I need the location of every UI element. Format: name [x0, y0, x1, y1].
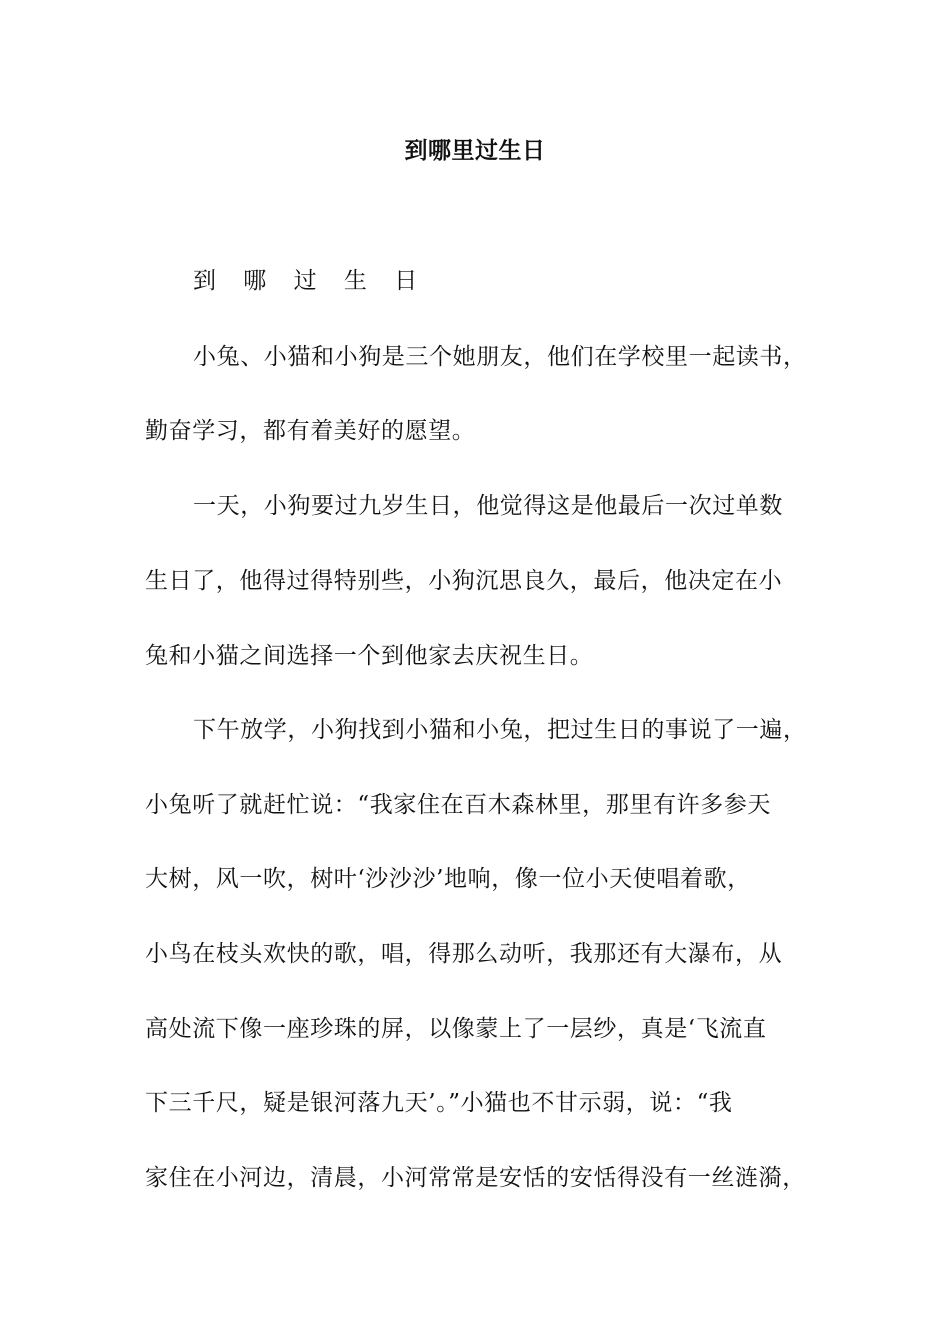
paragraph-line: 高处流下像一座珍珠的屏，以像蒙上了一层纱，真是‘飞流直 — [145, 1016, 767, 1042]
paragraph-line: 小鸟在枝头欢快的歌，唱，得那么动听，我那还有大瀑布，从 — [145, 941, 783, 967]
paragraph-line: 生日了，他得过得特别些，小狗沉思良久，最后，他决定在小 — [145, 568, 783, 594]
paragraph-line: 勤奋学习，都有着美好的愿望。 — [145, 418, 476, 444]
paragraph-line: 下三千尺，疑是银河落九天’。”小猫也不甘示弱，说：“我 — [145, 1090, 733, 1116]
paragraph-line: 一天，小狗要过九岁生日，他觉得这是他最后一次过单数 — [193, 493, 783, 519]
paragraph-line: 下午放学，小狗找到小猫和小兔，把过生日的事说了一遍， — [193, 717, 807, 743]
paragraph-line: 小兔、小猫和小狗是三个她朋友，他们在学校里一起读书， — [193, 344, 807, 370]
document-title: 到哪里过生日 — [404, 137, 546, 164]
document-subtitle: 到 哪 过 生 日 — [193, 268, 428, 294]
paragraph-line: 家住在小河边，清晨，小河常常是安恬的安恬得没有一丝涟漪， — [145, 1165, 806, 1191]
paragraph-line: 小兔听了就赶忙说：“我家住在百木森林里，那里有许多参天 — [145, 792, 771, 818]
paragraph-line: 兔和小猫之间选择一个到他家去庆祝生日。 — [145, 643, 594, 669]
paragraph-line: 大树，风一吹，树叶‘沙沙沙’地响，像一位小天使唱着歌， — [145, 866, 751, 892]
